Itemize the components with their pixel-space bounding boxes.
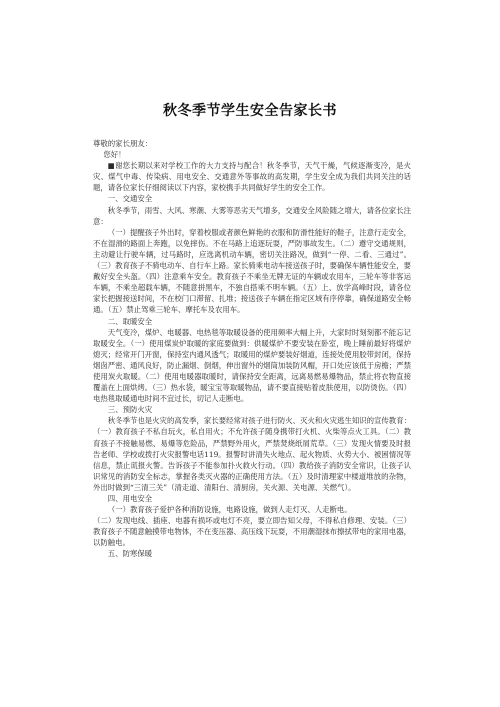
page-title: 秋冬季节学生安全告家长书 [163,103,337,119]
heating-detail-paragraph: 天气变冷，煤炉、电暖器、电热毯等取暖设备的使用频率大幅上升，大家时时刻刻都不能忘记取暖安全。（一）使用煤炭炉取暖的家庭要做到：供暖煤炉不要安装在卧室，晚上睡前最好将煤炉熄灭；经常开门开窗，保持室内通风透气；取暖用的煤炉要装好烟道，连接处使用胶带封闭，保持烟囱严密、通风良好，防止漏烟、倒烟，伸出窗外的烟筒加装防风帽，开口处应该低于房檐；严禁使用炭火取暖。（二）使用电暖器取暖时，请保持安全距离，远离易燃易爆物品，禁止将衣物直接覆盖在上面烘烤。（三）热水袋，暖宝宝等取暖物品，请不要直接贴着皮肤使用，以防烫伤。（四）电热毯取暖通电时间不宜过长，切记人走断电。 [93,327,411,404]
electricity-items-two-three: （二）发现电线、插座、电器有损坏或电灯不亮，要立即告知父母，不得私自修理、安装。（三）教育孩子不随意触摸带电物体，不在变压器、高压线下玩耍，不用潮湿抹布擦拭带电的家用电器，以防触电。 [93,516,411,548]
greeting: 您好！ [103,150,126,160]
intro-paragraph: ■谢您长期以来对学校工作的大力支持与配合！秋冬季节，天气干燥，气候逐渐变冷，是火灾、煤气中毒、传染病、用电安全、交通意外等事故的高发期，学生安全成为我们共同关注的话题，请各位家长仔细阅读以下内容，家校携手共同做好学生的安全工作。 [93,161,411,193]
section-heading-fire: 三、预防火灾 [107,405,153,415]
fire-detail-paragraph: 秋冬季节也是火灾的高发季，家长要经常对孩子进行防火、灭火和火灾逃生知识的宣传教育：（一）教育孩子不私自玩火，私自用火；不允许孩子随身携带打火机、火柴等点火工具。（二）教育孩子不接触易燃、易爆等危险品，严禁野外用火，严禁焚烧纸屑荒草。（三）发现火情要及时报告老师、学校或拨打火灾报警电话119。报警时讲清失火地点、起火物质、火势大小、被困情况等信息，禁止谎报火警。告诉孩子不能参加扑火救火行动。（四）教给孩子消防安全常识，让孩子认识常见的消防安全标志，掌握各类灭火器的正确使用方法。（五）及时清理家中楼道堆放的杂物，外出时做到“三清三关”（清走道、清阳台、清厨房，关火源、关电源、关燃气）。 [93,416,411,492]
section-heading-electricity: 四、用电安全 [107,494,153,503]
section-heading-warmth: 五、防寒保暖 [107,549,153,559]
salutation: 尊敬的家长朋友： [93,139,153,148]
letter-body [93,138,411,560]
section-heading-heating: 二、取暖安全 [107,316,153,326]
section-heading-traffic: 一、交通安全 [107,194,153,204]
traffic-intro-paragraph: 秋冬季节，雨雪、大风、寒潮、大雾等恶劣天气增多，交通安全风险随之增大，请各位家长注意： [93,205,411,226]
traffic-detail-paragraph: （一）提醒孩子外出时，穿着校服或者颜色鲜艳的衣服和防滑性能好的鞋子，注意行走安全，不在湿滑的路面上奔跑，以免摔伤。不在马路上追逐玩耍，严防事故发生。（二）遵守交通规则，主动避让行驶车辆，过马路时，应选离机动车辆，密切关注路况，做到“一停、二看、三通过”。（三）教育孩子不骑电动车、自行车上路。家长骑乘电动车接送孩子时，要确保车辆性能安全，要戴好安全头盔。（四）注意乘车安全。教育孩子不乘坐无牌无证的车辆或农用车，三轮车等非客运车辆，不乘坐超载车辆，不随意拼黑车，不独自搭乘不明车辆。（五）上、放学高峰时段，请各位家长把握接送时间，不在校门口滞留、扎堆；接送孩子车辆在指定区域有序停靠，确保道路安全畅通。（五）禁止驾乘三轮车、摩托车及农用车。 [93,227,411,315]
electricity-item-one: （一）教育孩子爱护各种消防设施，电路设施，做到人走灯灭、人走断电。 [107,505,352,515]
